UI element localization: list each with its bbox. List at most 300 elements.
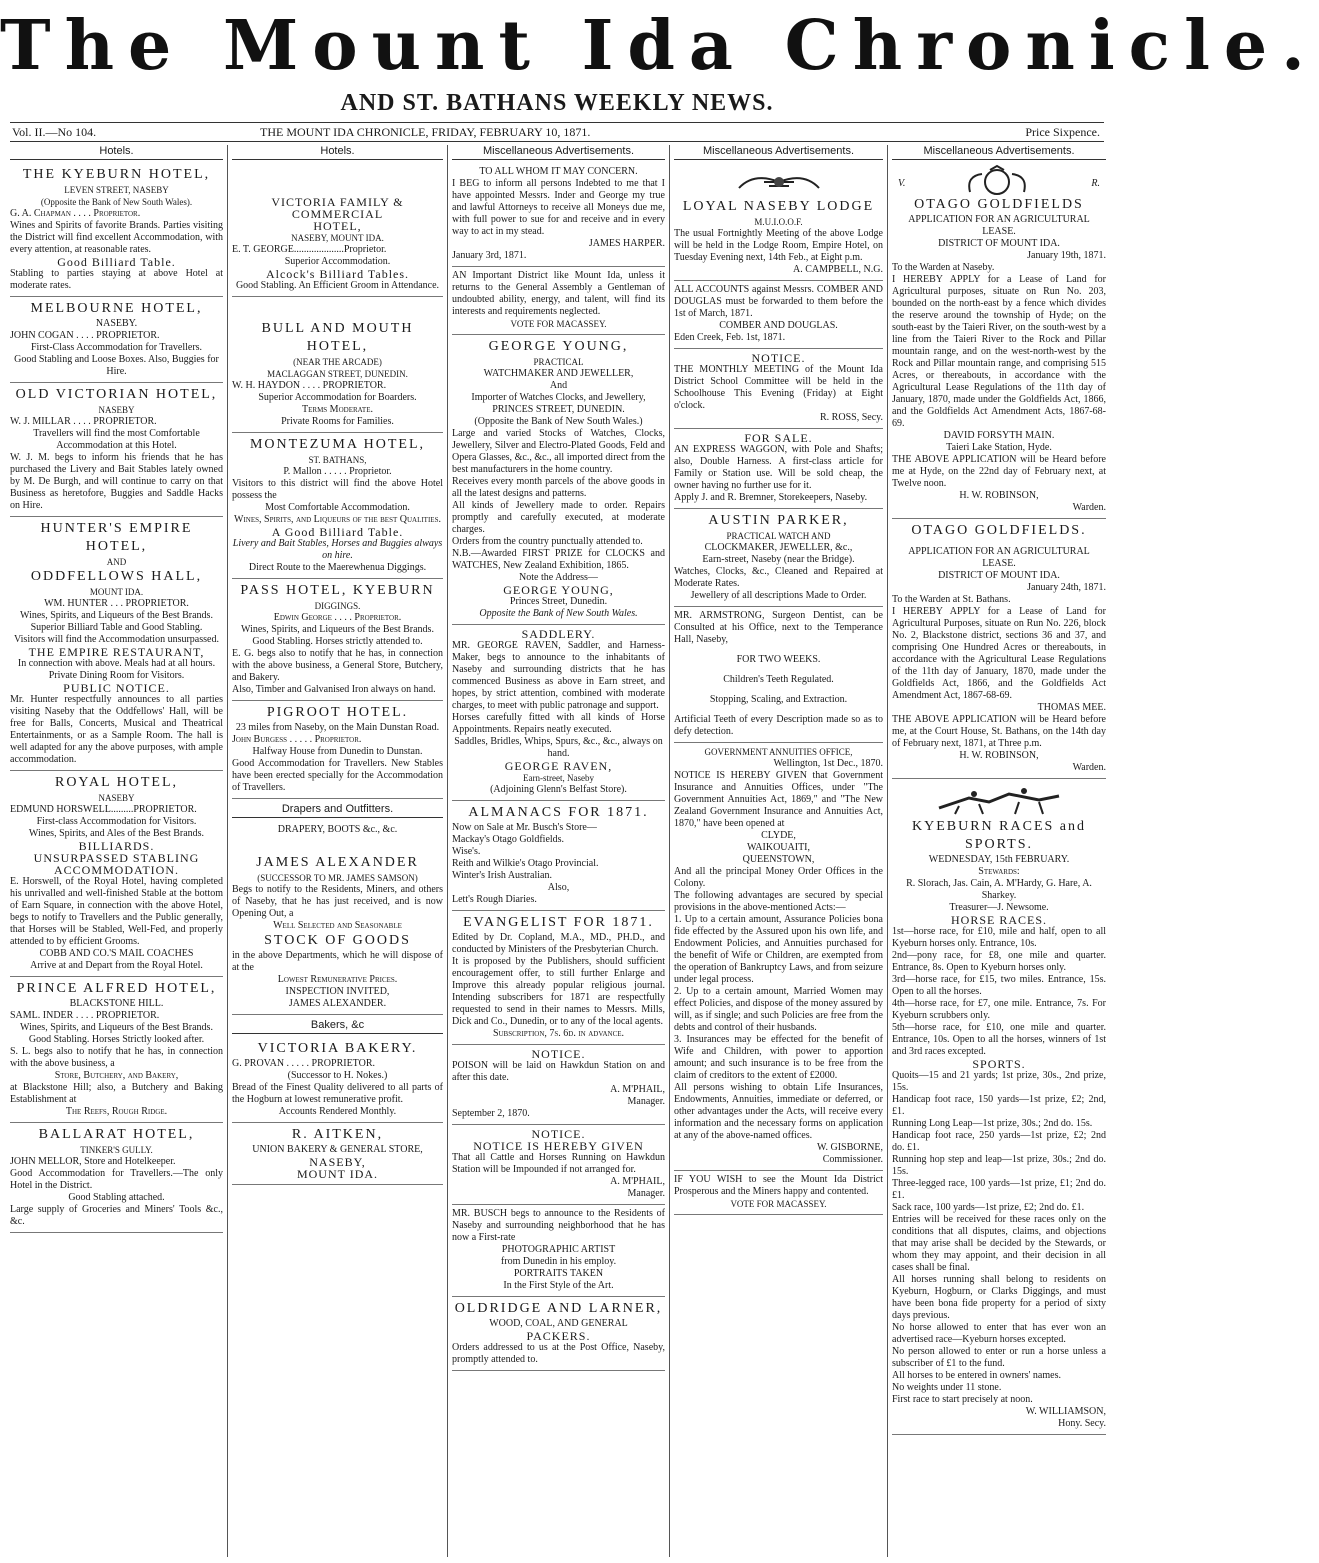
ad-body: Mr. Hunter respectfully announces to all parties visiting Naseby that the Oddfellows' Hall, will be free for Balls, Concerts, Musical and Theatrical Entertainments, or as a Sample Room. The hall is well adapted for any the above purposes, with ample accommodation.	[10, 694, 223, 765]
ad-line: Good Stabling. Horses strictly attended to.	[252, 636, 423, 647]
ad-line: Wines, Spirits, and Liqueurs of the Best Brands.	[20, 1022, 213, 1033]
ad-body: First race to start precisely at noon.	[892, 1394, 1033, 1405]
ad-body: Large supply of Groceries and Miners' Tools &c., &c.	[10, 1204, 223, 1227]
column-2	[228, 145, 448, 1557]
ad-line: MACLAGGAN STREET, DUNEDIN.	[267, 369, 408, 379]
ad-title: MONTEZUMA HOTEL,	[249, 437, 426, 452]
ad-line: W. WILLIAMSON,	[1025, 1406, 1106, 1417]
ad-line: Travellers will find the most Comfortable Accommodation at this Hotel.	[33, 428, 200, 451]
ad-title: NOTICE.	[751, 351, 806, 365]
columns	[6, 145, 1110, 1557]
ad-body: MR. BUSCH begs to announce to the Residents of Naseby and surrounding neighborhood that he has now a First-rate	[452, 1208, 665, 1243]
ad-title: OLD VICTORIAN HOTEL,	[15, 387, 218, 402]
ad-line: WAIKOUAITI,	[746, 842, 811, 853]
column-heading: Miscellaneous Advertisements.	[452, 145, 665, 160]
ad-line: JAMES HARPER.	[588, 238, 665, 249]
ad-line: Good Stabling. Horses Strictly looked after.	[28, 1034, 205, 1045]
ad-kyeburn-hotel	[10, 163, 223, 297]
ad-title: BULL AND MOUTH HOTEL,	[261, 321, 414, 354]
ad-body: And all the principal Money Order Offices in the Colony.	[674, 866, 883, 889]
ad-body: Running Long Leap—1st prize, 30s.; 2nd do. 15s.	[892, 1118, 1093, 1129]
ad-body: MR. GEORGE RAVEN, Saddler, and Harness-Maker, begs to announce to the inhabitants of Naseby and surrounding districts that he has commenced Business as above in Earn street, and hopes, by strict attention, combined with moderate charges, to meet with public patronage and support.	[452, 640, 665, 711]
vr-right: R.	[1091, 178, 1100, 189]
ad-body: Horses carefully fitted with all kinds of Horse Appointments. Repairs neatly executed.	[452, 712, 665, 735]
ad-line: Halfway House from Dunedin to Dunstan.	[252, 746, 423, 757]
price: Price Sixpence.	[1025, 125, 1100, 139]
section-heading: Drapers and Outfitters.	[232, 803, 443, 818]
ad-title: OLDRIDGE AND LARNER,	[454, 1301, 663, 1316]
newspaper-subtitle: AND ST. BATHANS WEEKLY NEWS.	[340, 90, 774, 116]
ad-otago-goldfields-mee	[892, 519, 1106, 779]
ad-pigroot-hotel	[232, 701, 443, 799]
ad-body: Receives every month parcels of the above goods in all the latest designs and patterns.	[452, 476, 665, 499]
ad-line: Wellington, 1st Dec., 1870.	[773, 758, 883, 769]
ad-body: That all Cattle and Horses Running on Hawkdun Station will be Impounded if not arranged for.	[452, 1152, 665, 1175]
ad-line: THOMAS MEE.	[1037, 702, 1106, 713]
ad-bull-and-mouth-hotel	[232, 297, 443, 433]
ad-line: G. PROVAN . . . . . PROPRIETOR.	[232, 1058, 375, 1069]
ad-title: KYEBURN RACES and SPORTS.	[911, 819, 1086, 852]
column-4	[670, 145, 888, 1557]
ad-line: Alcock's Billiard Tables.	[265, 267, 410, 281]
ad-line: Winter's Irish Australian.	[452, 870, 552, 881]
ad-line: APPLICATION FOR AN AGRICULTURAL LEASE.	[908, 214, 1090, 237]
ad-title: VICTORIA FAMILY & COMMERCIAL	[271, 195, 404, 221]
ad-line: Stopping, Scaling, and Extraction.	[709, 694, 848, 705]
ad-body: NOTICE IS HEREBY GIVEN that Government Insurance and Annuities Offices, under "The Government Annuities Act, 1869," and "The New Zealand Government Insurance and Annuities Act, 1870," have been opened at	[674, 770, 883, 829]
ad-line: Princes Street, Dunedin.	[509, 596, 608, 607]
ad-body: Begs to notify to the Residents, Miners, and others of Naseby, that he has just received, and is now Opening Out, a	[232, 884, 443, 919]
ad-body: 4th—horse race, for £7, one mile. Entrance, 7s. For Kyeburn scrubbers only.	[892, 998, 1106, 1021]
ad-body: Bread of the Finest Quality delivered to all parts of the Hogburn at lowest remunerative profit.	[232, 1082, 443, 1105]
ad-body: All horses to be entered in owners' names.	[892, 1370, 1061, 1381]
ad-line: (Opposite the Bank of New South Wales).	[40, 197, 193, 207]
ad-line: First-Class Accommodation for Travellers.	[30, 342, 203, 353]
ad-body: 3. Insurances may be effected for the benefit of Wife and Children, with power to apportion amount; and such insurance is to be free from the claim of creditors to the extent of £2000.	[674, 1034, 883, 1081]
ad-body: The usual Fortnightly Meeting of the above Lodge will be held in the Lodge Room, Empire Hotel, on Tuesday Evening next, 14th Feb., at Eight p.m.	[674, 228, 883, 263]
ad-line: E. T. GEORGE....................Proprietor.	[232, 244, 387, 255]
ad-line: PHOTOGRAPHIC ARTIST	[501, 1244, 616, 1255]
ad-line: In the First Style of the Art.	[503, 1280, 614, 1291]
ad-body: N.B.—Awarded FIRST PRIZE for CLOCKS and WATCHES, New Zealand Exhibition, 1865.	[452, 548, 665, 571]
ad-line: Good Stabling attached.	[68, 1192, 165, 1203]
ad-body: Edited by Dr. Copland, M.A., MD., PH.D., and conducted by Ministers of the Presbyterian Church.	[452, 932, 665, 955]
ad-line: INSPECTION INVITED,	[285, 986, 390, 997]
ad-title: HUNTER'S EMPIRE HOTEL,	[40, 521, 193, 554]
ad-body: AN EXPRESS WAGGON, with Pole and Shafts; also, Double Harness. A first-class article for Family or Station use. Will be sold cheap, the owner having no further use for it.	[674, 444, 883, 491]
ad-title: PRINCE ALFRED HOTEL,	[16, 981, 217, 996]
ad-old-victorian-hotel	[10, 383, 223, 517]
ad-body: POISON will be laid on Hawkdun Station on and after this date.	[452, 1060, 665, 1083]
ad-comber-douglas	[674, 281, 883, 349]
ad-body: Three-legged race, 100 yards—1st prize, £1; 2nd do. £1.	[892, 1178, 1106, 1201]
ad-body: I HEREBY APPLY for a Lease of Land for Agricultural Purposes, situate on Run No. 226, block No. 2, Blackstone district, sections 36 and 37, and comprising One Hundred Acres or thereabouts, in accordance with the Agricultural Lease Regulations of the 11th day of January, 1870, made under the Goldfields Act, 1866, and the Goldfields Act Amendment Act, 1867-68-69.	[892, 606, 1106, 701]
ad-james-alexander	[232, 821, 443, 1015]
ad-line: HOTEL,	[313, 219, 362, 233]
ad-line: Children's Teeth Regulated.	[723, 674, 834, 685]
ad-kyeburn-races	[892, 779, 1106, 1435]
ad-line: COBB AND CO.'S MAIL COACHES	[39, 948, 194, 959]
ad-line: Reith and Wilkie's Otago Provincial.	[452, 858, 599, 869]
ad-line: SPORTS.	[972, 1057, 1026, 1071]
ad-title: PIGROOT HOTEL.	[266, 705, 409, 720]
ad-line: Private Rooms for Families.	[281, 416, 394, 427]
ad-line: WEDNESDAY, 15th FEBRUARY.	[928, 854, 1070, 865]
ad-body: Orders from the country punctually attended to.	[452, 536, 643, 547]
ad-body: No horse allowed to enter that has ever won an advertised race—Kyeburn horses excepted.	[892, 1322, 1106, 1345]
ad-title: JAMES ALEXANDER	[256, 855, 419, 870]
ad-line: COMBER AND DOUGLAS.	[719, 320, 838, 331]
ad-body: I BEG to inform all persons Indebted to me that I have appointed Messrs. Inder and George my true and lawful Attorneys to receive all Moneys due me, with full power to sue for and receive and in every way to act in my stead.	[452, 178, 665, 237]
ad-line: Edwin George . . . . Proprietor.	[273, 612, 402, 623]
ad-line: PRACTICAL	[533, 357, 584, 367]
ad-oldridge-larner	[452, 1297, 665, 1371]
ad-busch-photographer	[452, 1205, 665, 1297]
ad-line: Wines, Spirits, and Ales of the Best Brands.	[28, 828, 205, 839]
section-heading: Bakers, &c	[232, 1019, 443, 1034]
ad-line: September 2, 1870.	[452, 1108, 530, 1119]
ad-body: E. G. begs also to notify that he has, in connection with the above business, a General Store, Butchery, and Bakery.	[232, 648, 443, 683]
ad-line: Good Stabling and Loose Boxes. Also, Buggies for Hire.	[14, 354, 219, 377]
ad-line: JOHN MELLOR, Store and Hotelkeeper.	[10, 1156, 176, 1167]
ad-body: THE ABOVE APPLICATION will be Heard before me, at the Court House, St. Bathans, on the 14th day of February next, 1871, at Three p.m.	[892, 714, 1106, 749]
ad-line: G. A. Chapman . . . . Proprietor.	[10, 208, 141, 219]
ad-line: Superior Accommodation.	[284, 256, 391, 267]
ad-line: Jewellery of all descriptions Made to Order.	[690, 590, 867, 601]
ad-line: A. M'PHAIL,	[610, 1084, 665, 1095]
ad-line: Superior Accommodation for Boarders.	[258, 392, 417, 403]
royal-arms-row	[892, 166, 1106, 196]
ad-body: E. Horswell, of the Royal Hotel, having completed his unrivalled and well-finished Stable at the bottom of Earn Square, in connection with the above Hotel, begs to notify to Travellers and the Public generally, that Horses will be Stabled, Well-Fed, and properly attended to by efficient Grooms.	[10, 876, 223, 947]
ad-body: THE ABOVE APPLICATION will be Heard before me at Hyde, on the 22nd day of February next, at Twelve noon.	[892, 454, 1106, 489]
ad-body: AN Important District like Mount Ida, unless it returns to the General Assembly a Gentleman of undoubted ability, energy, and talent, will find its interests and requirements neglected.	[452, 270, 665, 317]
ad-line: NASEBY.	[95, 318, 138, 329]
ad-prince-alfred-hotel	[10, 977, 223, 1123]
ad-line: Importer of Watches Clocks, and Jewellery, PRINCES STREET, DUNEDIN.	[471, 392, 646, 415]
masthead	[0, 0, 1319, 96]
ad-line: MOUNT IDA.	[296, 1167, 379, 1181]
ad-victoria-bakery	[232, 1037, 443, 1123]
ad-line: Livery and Bait Stables, Horses and Buggies always on hire.	[232, 538, 443, 561]
ad-line: Arrive at and Depart from the Royal Hotel.	[30, 960, 203, 971]
ad-line: Wines, Spirits, and Liqueurs of the best Qualities.	[234, 514, 441, 525]
ad-body: Apply J. and R. Bremner, Storekeepers, Naseby.	[674, 492, 868, 503]
ad-title: EVANGELIST FOR 1871.	[463, 915, 654, 930]
ad-body: Good Accommodation for Travellers.—The only Hotel in the District.	[10, 1168, 223, 1191]
ad-line: DISTRICT OF MOUNT IDA.	[938, 238, 1060, 249]
ad-line: Also,	[547, 882, 570, 893]
ad-line: Accounts Rendered Monthly.	[278, 1106, 397, 1117]
ad-line: BILLIARDS.	[78, 839, 155, 853]
ad-line: JOHN COGAN . . . . PROPRIETOR.	[10, 330, 160, 341]
ad-body: All kinds of Jewellery made to order. Repairs promptly and carefully executed, at moderate charges.	[452, 500, 665, 535]
ad-line: PUBLIC NOTICE.	[63, 681, 170, 695]
royal-coat-of-arms-icon	[962, 166, 1032, 196]
ad-line: DAVID FORSYTH MAIN.	[943, 430, 1055, 441]
column-heading: Miscellaneous Advertisements.	[892, 145, 1106, 160]
ad-line: Superior Billiard Table and Good Stabling.	[30, 622, 203, 633]
ad-title: TO ALL WHOM IT MAY CONCERN.	[479, 166, 638, 177]
ad-title: BALLARAT HOTEL,	[38, 1127, 195, 1142]
ad-body: All persons wishing to obtain Life Insurances, Endowments, Annuities, immediate or deferred, or other advantages under the Acts, will receive every information and the necessary forms on application at any of the above-named offices.	[674, 1082, 883, 1141]
column-heading: Hotels.	[10, 145, 223, 160]
ad-armstrong-dentist	[674, 607, 883, 743]
column-heading: Miscellaneous Advertisements.	[674, 145, 883, 160]
ad-line: Subscription, 7s. 6d. in advance.	[492, 1028, 625, 1039]
ad-line: Wines, Spirits, and Liqueurs of the Best Brands.	[20, 610, 213, 621]
ad-line: Store, Butchery, and Bakery,	[54, 1070, 179, 1081]
ad-line: (Adjoining Glenn's Belfast Store).	[490, 784, 627, 795]
ad-otago-goldfields-main	[892, 163, 1106, 519]
ad-line: Mackay's Otago Goldfields.	[452, 834, 565, 845]
ad-line: W. H. HAYDON . . . . PROPRIETOR.	[232, 380, 387, 391]
ad-body: at Blackstone Hill; also, a Butchery and Baking Establishment at	[10, 1082, 223, 1105]
ad-line: NASEBY,	[309, 1155, 366, 1169]
ad-school-committee	[674, 349, 883, 429]
ad-line: UNSURPASSED STABLING ACCOMMODATION.	[33, 851, 200, 877]
ad-body: Running hop step and leap—1st prize, 30s.; 2nd do. 15s.	[892, 1154, 1106, 1177]
ad-line: H. W. ROBINSON,	[959, 490, 1039, 501]
ad-ballarat-hotel	[10, 1123, 223, 1233]
ad-line: Good Billiard Table.	[57, 255, 176, 269]
ad-line: And	[549, 380, 568, 391]
ad-line: Warden.	[1072, 762, 1106, 773]
ad-title: R. AITKEN,	[291, 1127, 384, 1142]
ad-line: HORSE RACES.	[950, 913, 1048, 927]
ad-body: The following advantages are secured by special provisions in the above-mentioned Acts:—	[674, 890, 883, 913]
ad-line: January 3rd, 1871.	[452, 250, 527, 261]
issue-date: THE MOUNT IDA CHRONICLE, FRIDAY, FEBRUARY 10, 1871.	[260, 125, 591, 139]
ad-line: LEVEN STREET, NASEBY	[64, 185, 169, 195]
ad-body: Good Accommodation for Travellers. New Stables have been erected specially for the Accommodation of Travellers.	[232, 758, 443, 793]
ad-line: THE EMPIRE RESTAURANT,	[28, 645, 205, 659]
ad-title: THE KYEBURN HOTEL,	[22, 167, 211, 182]
column-1	[6, 145, 228, 1557]
ad-body: 3rd—horse race, for £15, two miles. Entrance, 15s. Open to all the horses.	[892, 974, 1106, 997]
ad-line: Stewards:	[978, 866, 1020, 877]
ad-line: VOTE FOR MACASSEY.	[510, 319, 607, 329]
volume-number: Vol. II.—No 104.	[12, 125, 97, 139]
ad-royal-hotel	[10, 771, 223, 977]
ad-body: IF YOU WISH to see the Mount Ida District Prosperous and the Miners happy and contented.	[674, 1174, 883, 1197]
ad-title: NOTICE.	[531, 1047, 586, 1061]
ad-title: ALMANACS FOR 1871.	[468, 805, 649, 820]
ad-line: P. Mallon . . . . . Proprietor.	[283, 466, 392, 477]
ad-line: H. W. ROBINSON,	[959, 750, 1039, 761]
ad-line: John Burgess . . . . . Proprietor.	[232, 734, 362, 745]
ad-title: AUSTIN PARKER,	[708, 513, 849, 528]
ad-body: 1st—horse race, for £10, mile and half, open to all Kyeburn horses only. Entrance, 10s.	[892, 926, 1106, 949]
ad-line: Note the Address—	[519, 572, 598, 583]
ad-body: 1. Up to a certain amount, Assurance Policies bona fide effected by the Assured upon his own life, and Endowment Policies, and Annuities purchased for the benefit of Wife or Children, are exempted from the operation of Bankruptcy Laws, and from seizure under legal process.	[674, 914, 883, 985]
ad-line: DRAPERY, BOOTS &c., &c.	[277, 824, 398, 835]
ad-line: To the Warden at St. Bathans.	[892, 594, 1011, 605]
ad-victoria-hotel	[232, 163, 443, 297]
ad-line: Visitors will find the Accommodation unsurpassed.	[14, 634, 219, 645]
ad-line: Wines, Spirits, and Liqueurs of the Best Brands.	[241, 624, 434, 635]
ad-hunters-empire-hotel	[10, 517, 223, 771]
ad-austin-parker	[674, 509, 883, 607]
ad-line: QUEENSTOWN,	[742, 854, 815, 865]
ad-title: GEORGE YOUNG,	[488, 339, 629, 354]
ad-line: 23 miles from Naseby, on the Main Dunstan Road.	[235, 722, 440, 733]
ad-body: Visitors to this district will find the above Hotel possess the	[232, 478, 443, 501]
ad-body: Watches, Clocks, &c., Cleaned and Repaired at Moderate Rates.	[674, 566, 883, 589]
ad-line: Commissioner.	[822, 1154, 883, 1165]
ad-line: CLYDE,	[761, 830, 796, 841]
ad-line: FOR TWO WEEKS.	[736, 654, 821, 665]
ad-line: VOTE FOR MACASSEY.	[730, 1199, 827, 1209]
ad-line: NASEBY	[98, 405, 135, 415]
ad-line: R. ROSS, Secy.	[820, 412, 883, 423]
ad-line: APPLICATION FOR AN AGRICULTURAL LEASE.	[908, 546, 1090, 569]
ad-government-annuities	[674, 743, 883, 1171]
ad-line: PORTRAITS TAKEN	[513, 1268, 604, 1279]
ad-line: Good Stabling. An Efficient Groom in Attendance.	[235, 280, 440, 291]
vr-left: V.	[898, 178, 906, 189]
ad-line: (SUCCESSOR TO MR. JAMES SAMSON)	[257, 873, 418, 883]
ad-cattle-notice	[452, 1125, 665, 1205]
ad-title: OTAGO GOLDFIELDS	[914, 197, 1084, 212]
ad-line: January 24th, 1871.	[1027, 582, 1106, 593]
ad-line: DIGGINGS.	[314, 601, 361, 611]
ad-line: Manager.	[627, 1188, 665, 1199]
ad-line: ST. BATHANS,	[308, 455, 367, 465]
ad-line: PRACTICAL WATCH AND	[726, 531, 831, 541]
handshake-emblem-icon	[734, 168, 824, 196]
ad-body: 2. Up to a certain amount, Married Women may effect Policies, and dispose of the money assured by will, as if single; and such Policies are free from the debts and control of their husbands.	[674, 986, 883, 1033]
ad-line: A. M'PHAIL,	[610, 1176, 665, 1187]
ad-body: Entries will be received for these races only on the conditions that all disputes, claims, and objections that may arise shall be decided by the Stewards, or whom they may appoint, and their decision in all cases shall be final.	[892, 1214, 1106, 1273]
ad-line: Manager.	[627, 1096, 665, 1107]
ad-title: OTAGO GOLDFIELDS.	[911, 523, 1087, 538]
ad-line: Now on Sale at Mr. Busch's Store—	[452, 822, 597, 833]
ad-line: Terms Moderate.	[302, 404, 373, 415]
ad-title: ODDFELLOWS HALL,	[30, 569, 203, 584]
ad-line: Taieri Lake Station, Hyde.	[946, 442, 1052, 453]
ad-line: Hony. Secy.	[1058, 1418, 1106, 1429]
ad-line: Warden.	[1072, 502, 1106, 513]
ad-line: (Successor to H. Nokes.)	[287, 1070, 388, 1081]
ad-body: No weights under 11 stone.	[892, 1382, 1002, 1393]
ad-body: in the above Departments, which he will dispose of at the	[232, 950, 443, 973]
ad-montezuma-hotel	[232, 433, 443, 579]
ad-line: W. GISBORNE,	[816, 1142, 883, 1153]
ad-title: STOCK OF GOODS	[264, 933, 411, 948]
ad-title: ROYAL HOTEL,	[54, 775, 179, 790]
ad-title: SADDLERY.	[521, 627, 596, 641]
ad-body: Handicap foot race, 150 yards—1st prize, £2; 2nd, £1.	[892, 1094, 1106, 1117]
ad-body: Also, Timber and Galvanised Iron always on hand.	[232, 684, 436, 695]
ad-line: Earn-street, Naseby (near the Bridge).	[702, 554, 855, 565]
ad-line: WOOD, COAL, AND GENERAL	[489, 1318, 628, 1329]
dateline	[10, 122, 1104, 142]
ad-body: Artificial Teeth of every Description made so as to defy detection.	[674, 714, 883, 737]
ad-body: Orders addressed to us at the Post Office, Naseby, promptly attended to.	[452, 1342, 665, 1365]
ad-macassey-district	[452, 267, 665, 335]
ad-body: W. J. M. begs to inform his friends that he has purchased the Livery and Bait Stables lately owned by M. De Burgh, and will continue to carry on that Business as heretofore, Buggies and Saddle Hacks on Hire.	[10, 452, 223, 511]
ad-body: Sack race, 100 yards—1st prize, £2; 2nd do. £1.	[892, 1202, 1085, 1213]
ad-line: Well Selected and Seasonable	[273, 920, 402, 931]
ad-line: WM. HUNTER . . . PROPRIETOR.	[44, 598, 189, 609]
ad-body: 2nd—pony race, for £8, one mile and quarter. Entrance, 8s. Open to Kyeburn horses only.	[892, 950, 1106, 973]
ad-line: NOTICE IS HEREBY GIVEN	[473, 1139, 644, 1153]
ad-evangelist	[452, 911, 665, 1045]
ad-line: The Reefs, Rough Ridge.	[65, 1106, 168, 1117]
ad-aitken-union-bakery	[232, 1123, 443, 1185]
ad-title: FOR SALE.	[744, 431, 813, 445]
ad-body: Stabling to parties staying at above Hotel at moderate rates.	[10, 268, 223, 291]
ad-line: Saddles, Bridles, Whips, Spurs, &c., &c., always on hand.	[454, 736, 663, 759]
ad-james-harper	[452, 163, 665, 267]
ad-almanacs	[452, 801, 665, 911]
ad-body: Wines and Spirits of favorite Brands. Parties visiting the District will find excellent Accommodation, with every attention, at reasonable rates.	[10, 220, 223, 255]
ad-line: GEORGE YOUNG,	[503, 583, 614, 597]
ad-title: PASS HOTEL, KYEBURN	[240, 583, 435, 598]
ad-body: 5th—horse race, for £10, one mile and quarter. Entrance, 10s. Open to all the horses, winners of 1st and 3rd races excepted.	[892, 1022, 1106, 1057]
ad-line: WATCHMAKER AND JEWELLER,	[483, 368, 634, 379]
ad-line: January 19th, 1871.	[1027, 250, 1106, 261]
ad-line: SAML. INDER . . . . PROPRIETOR.	[10, 1010, 160, 1021]
ad-line: TINKER'S GULLY.	[80, 1145, 153, 1155]
ad-line: DISTRICT OF MOUNT IDA.	[938, 570, 1060, 581]
ad-line: Treasurer—J. Newsome.	[949, 902, 1049, 913]
ad-pass-hotel	[232, 579, 443, 701]
ad-george-young	[452, 335, 665, 625]
racehorse-engraving-icon	[929, 784, 1069, 816]
ad-saddlery	[452, 625, 665, 801]
ad-vote-macassey	[674, 1171, 883, 1215]
ad-line: Lowest Remunerative Prices.	[277, 974, 398, 985]
ad-melbourne-hotel	[10, 297, 223, 383]
ad-line: Earn-street, Naseby	[523, 773, 594, 783]
ad-body: Quoits—15 and 21 yards; 1st prize, 30s., 2nd prize, 15s.	[892, 1070, 1106, 1093]
ad-body: Handicap foot race, 250 yards—1st prize, £2; 2nd do. £1.	[892, 1130, 1106, 1153]
ad-line: UNION BAKERY & GENERAL STORE,	[252, 1144, 423, 1155]
ad-line: In connection with above. Meals had at all hours. Private Dining Room for Visitors.	[17, 658, 216, 681]
ad-line: CLOCKMAKER, JEWELLER, &c.,	[704, 542, 853, 553]
ad-body: All horses running shall belong to residents on Kyeburn, Hogburn, or Clarks Diggings, and must have been bona fide property for a period of sixty days previous.	[892, 1274, 1106, 1321]
ad-title: LOYAL NASEBY LODGE	[682, 199, 875, 214]
ad-body: I HEREBY APPLY for a Lease of Land for Agricultural purposes, situate on Run No. 203, bounded on the north-east by a fence which divides the reserve around the township of Hyde; on the south-east by the Taieri River, on the south-west by a line from the Taieri River to the Rock and Pillar mountain range, and on the west-north-west by the Rock and Pillar mountain range, and comprising 515 Acres, or thereabouts, in accordance with the Agricultural Lease Regulations of the 11th day of January, 1870, made under the Goldfields Act, 1866, and the Goldfields Act Amendment Acts, 1867-68-69.	[892, 274, 1106, 429]
ad-line: Eden Creek, Feb. 1st, 1871.	[674, 332, 786, 343]
ad-line: (NEAR THE ARCADE)	[293, 357, 382, 367]
ad-line: PACKERS.	[526, 1329, 591, 1343]
ad-line: R. Slorach, Jas. Cain, A. M'Hardy, G. Hare, A. Sharkey.	[906, 878, 1092, 901]
ad-body: ALL ACCOUNTS against Messrs. COMBER AND DOUGLAS must be forwarded to them before the 1st of March, 1871.	[674, 284, 883, 319]
ad-line: GOVERNMENT ANNUITIES OFFICE,	[704, 747, 853, 757]
ad-line: JAMES ALEXANDER.	[288, 998, 387, 1009]
ad-line: Wise's.	[452, 846, 481, 857]
ad-line: To the Warden at Naseby.	[892, 262, 995, 273]
ad-line: Most Comfortable Accommodation.	[265, 502, 410, 513]
ad-body: No person allowed to enter or run a horse unless a subscriber of £1 to the fund.	[892, 1346, 1106, 1369]
ad-for-sale-waggon	[674, 429, 883, 509]
ad-body: Large and varied Stocks of Watches, Clocks, Jewellery, Silver and Electro-Plated Goods, Feld and Opera Glasses, &c., &c., all imported direct from the best manufacturers in the home country.	[452, 428, 665, 475]
ad-poison-notice	[452, 1045, 665, 1125]
ad-line: Opposite the Bank of New South Wales.	[479, 608, 638, 619]
ad-line: Lett's Rough Diaries.	[452, 894, 537, 905]
ad-line: NASEBY	[98, 793, 135, 803]
ad-title: NOTICE.	[531, 1127, 586, 1141]
ad-line: A. CAMPBELL, N.G.	[792, 264, 883, 275]
ad-line: M.U.I.O.O.F.	[754, 217, 803, 227]
ad-body: MR. ARMSTRONG, Surgeon Dentist, can be Consulted at his Office, next to the Temperance Hall, Naseby,	[674, 610, 883, 645]
ad-line: First-class Accommodation for Visitors.	[36, 816, 197, 827]
ad-body: S. L. begs also to notify that he has, in connection with the above business, a	[10, 1046, 223, 1069]
column-heading: Hotels.	[232, 145, 443, 160]
ad-line: BLACKSTONE HILL.	[69, 998, 164, 1009]
